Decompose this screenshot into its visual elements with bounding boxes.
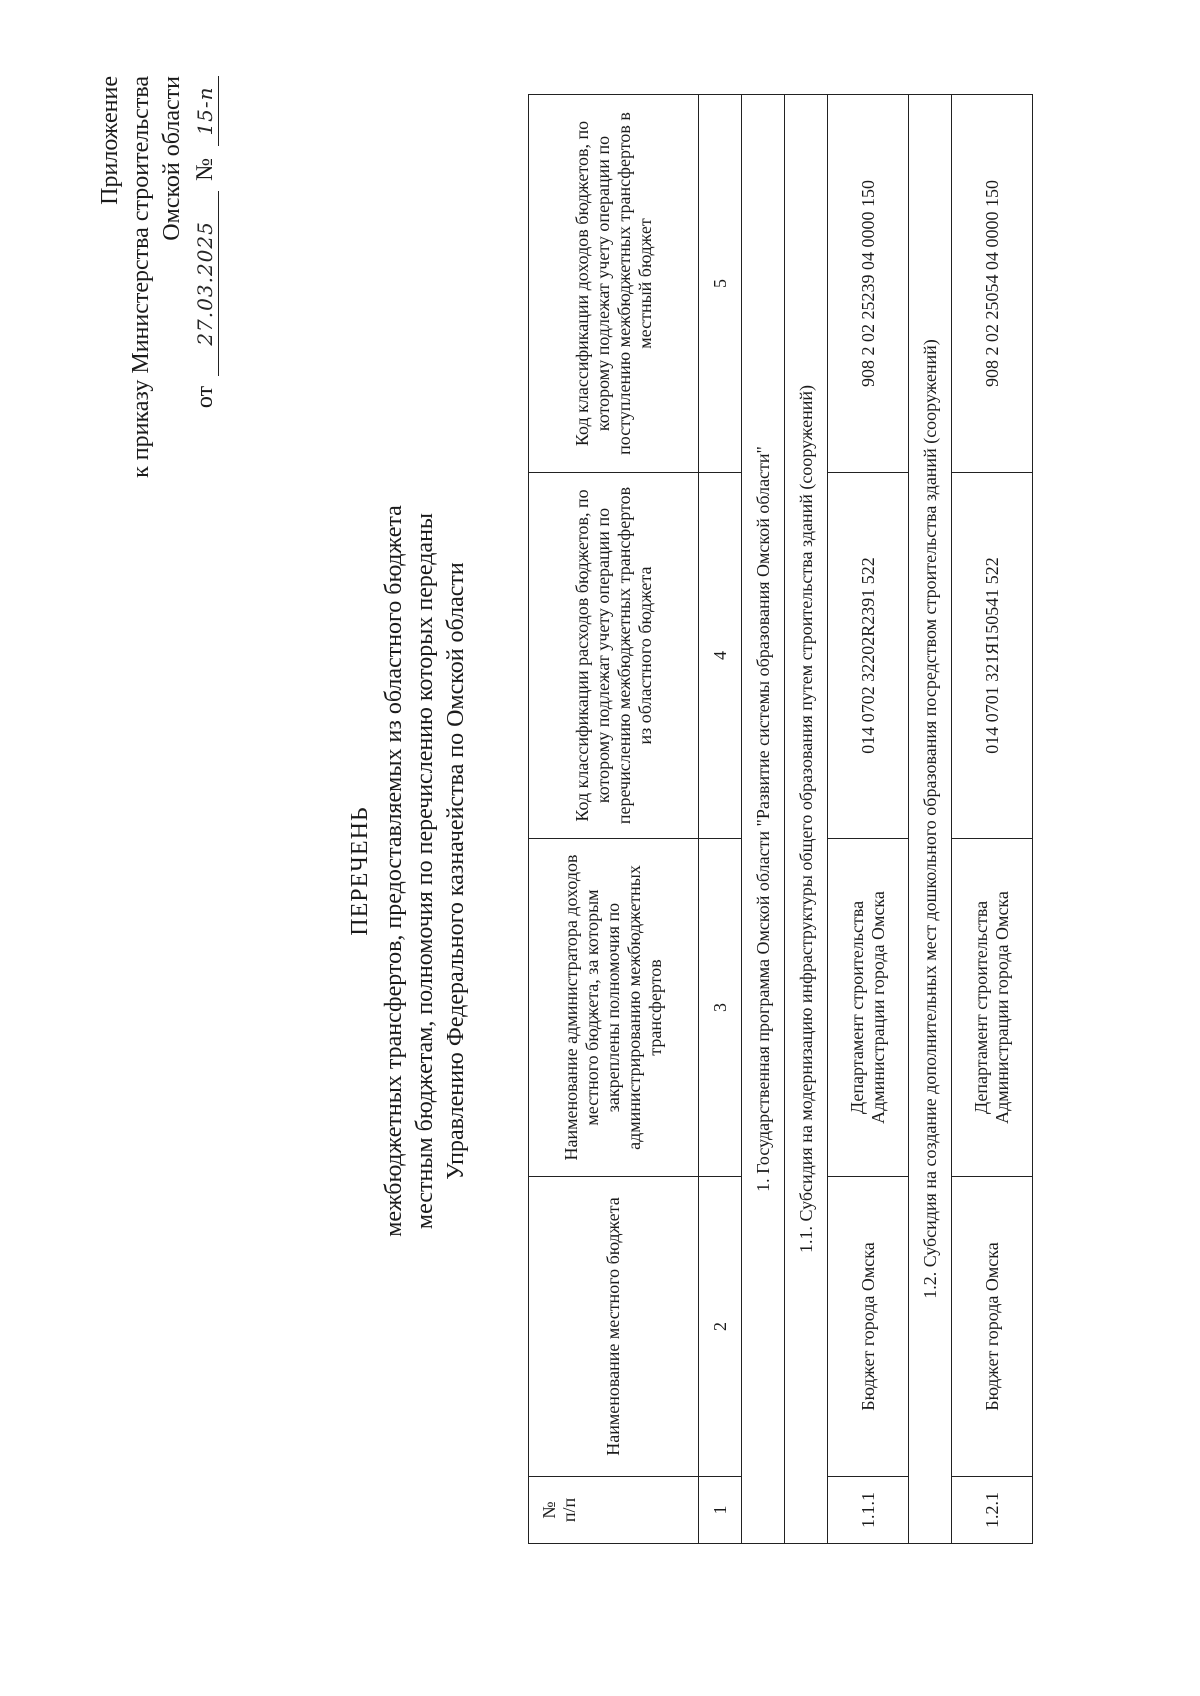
row-number: 1.1.1 [828,1477,909,1544]
row-administrator: Департамент строительства Администрации города Омска [828,839,909,1177]
date-prefix: от [192,385,218,409]
approval-block [95,76,221,696]
column-number: 3 [699,839,742,1177]
row-income-code: 908 2 02 25239 04 0000 150 [828,95,909,473]
title-heading: ПЕРЕЧЕНЬ [347,806,373,936]
column-number: 1 [699,1477,742,1544]
transfers-table [528,94,1033,1544]
subsection-row [785,95,828,1544]
table-row [952,95,1033,1544]
table-row [828,95,909,1544]
header-budget-name: Наименование местного бюджета [529,1177,699,1477]
row-administrator: Департамент строительства Администрации города Омска [952,839,1033,1177]
header-number-abbr: п/п [559,1497,579,1523]
title-line-3: Управлению Федерального казначейства по Омской области [443,562,469,1180]
subsection-title: 1.2. Субсидия на создание дополнительных мест дошкольного образования посредством строительства зданий (сооружений) [909,95,952,1544]
program-row [742,95,785,1544]
subsection-title: 1.1. Субсидия на модернизацию инфраструктуры общего образования путем строительства зданий (сооружений) [785,95,828,1544]
column-numbers-row [699,95,742,1544]
column-number: 4 [699,473,742,839]
column-number: 5 [699,95,742,473]
column-number: 2 [699,1177,742,1477]
title-line-1: межбюджетных трансфертов, предоставляемых из областного бюджета [381,505,407,1237]
header-number [529,1477,699,1544]
appendix-date-line [190,76,221,696]
row-income-code: 908 2 02 25054 04 0000 150 [952,95,1033,473]
row-expense-code: 014 0701 321Я150541 522 [952,473,1033,839]
row-budget: Бюджет города Омска [952,1177,1033,1477]
row-number: 1.2.1 [952,1477,1033,1544]
number-prefix: № [192,158,218,181]
header-expense-code: Код классификации расходов бюджетов, по которому подлежат учету операции по перечислению межбюджетных трансфертов из областного бюджета [529,473,699,839]
handwritten-number: 15-п [192,76,219,146]
subsection-row [909,95,952,1544]
appendix-order-ref: к приказу Министерства строительства [128,76,154,478]
header-income-code: Код классификации доходов бюджетов, по которому подлежат учету операции по поступлению межбюджетных трансфертов в местный бюджет [529,95,699,473]
row-expense-code: 014 0702 32202R2391 522 [828,473,909,839]
table-header-row [529,95,699,1544]
handwritten-date: 27.03.2025 [192,191,219,376]
program-title: 1. Государственная программа Омской области "Развитие системы образования Омской области" [742,95,785,1544]
document-title [345,246,472,1496]
row-budget: Бюджет города Омска [828,1177,909,1477]
title-line-2: местным бюджетам, полномочия по перечислению которых переданы [412,512,438,1230]
appendix-label: Приложение [97,76,123,205]
header-administrator: Наименование администратора доходов местного бюджета, за которым закреплены полномочия по администрированию межбюджетных трансфертов [529,839,699,1177]
appendix-region: Омской области [159,76,185,241]
header-number-sign: № [539,1501,559,1519]
